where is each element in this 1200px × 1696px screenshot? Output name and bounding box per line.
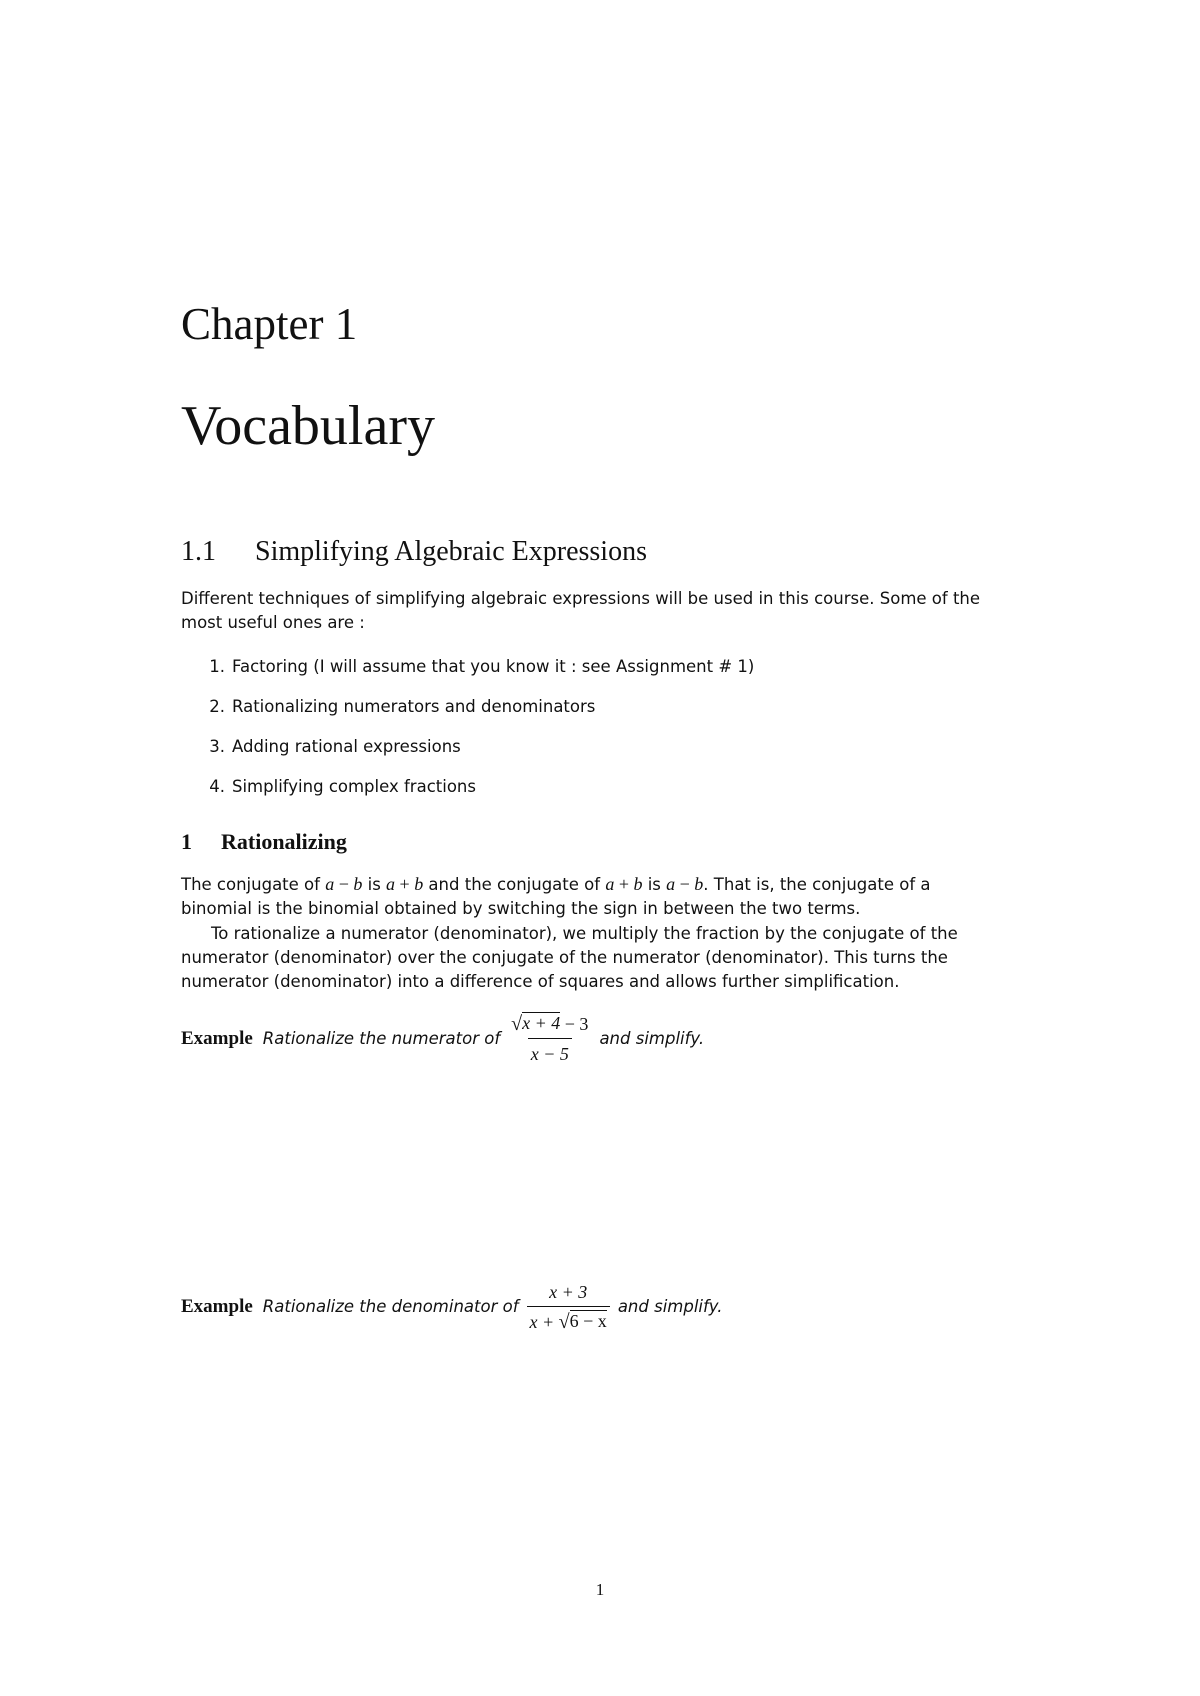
text-run: is [362,875,387,894]
page-number: 1 [595,1580,605,1599]
example-fraction [527,1280,610,1334]
list-item-number: 2. [209,697,225,716]
conjugate-line: binomial is the binomial obtained by switching the sign in between the two terms. [181,899,861,918]
math-var: a [325,874,335,894]
text-run: The conjugate of [181,875,326,894]
rationalize-line: numerator (denominator) into a difference of squares and allows further simplification. [181,972,900,991]
example-numerator [181,1012,704,1066]
intro-paragraph [181,587,1026,635]
numerator-rest: − 3 [560,1014,589,1034]
list-item-number: 3. [209,737,225,756]
section-number: 1.1 [181,536,216,567]
example-tail: and simplify. [617,1297,723,1316]
subsection-title: Rationalizing [221,829,347,854]
math-var: a [605,874,615,894]
math-var: b [414,874,424,894]
conjugate-line [181,872,1026,897]
math-var: a [386,874,396,894]
sqrt-expression [511,1012,560,1034]
list-item-number: 1. [209,657,225,676]
list-item [181,735,1026,775]
list-item [181,695,1026,735]
numerator-text: x + 3 [549,1282,588,1302]
list-item-text: Factoring (I will assume that you know it : see Assignment # 1) [232,657,755,676]
example-tail: and simplify. [599,1029,705,1048]
fraction-denominator [527,1306,610,1334]
rationalize-line: numerator (denominator) over the conjugate of the numerator (denominator). This turns the [181,948,948,967]
chapter-title: Vocabulary [181,395,435,457]
intro-line: Different techniques of simplifying algebraic expressions will be used in this course. Some of the [181,589,981,608]
list-item-text: Simplifying complex fractions [232,777,476,796]
example-label: Example [181,1028,253,1049]
text-run: . That is, the conjugate of a [703,875,931,894]
denominator-text: x − 5 [530,1044,569,1064]
math-var: b [633,874,643,894]
math-op: − [675,874,695,894]
fraction-denominator [528,1038,572,1066]
math-var: b [353,874,363,894]
fraction-numerator [508,1012,591,1038]
example-fraction [508,1012,591,1066]
subsection-heading [181,831,347,853]
list-item [181,655,1026,695]
example-denominator [181,1280,723,1334]
fraction-numerator [546,1280,590,1306]
math-var: b [694,874,704,894]
rationalize-line: To rationalize a numerator (denominator), we multiply the fraction by the conjugate of the [211,924,958,943]
radicand: 6 − x [569,1311,607,1332]
sqrt-expression [559,1310,607,1332]
intro-line: most useful ones are : [181,613,365,632]
list-item-text: Rationalizing numerators and denominators [232,697,596,716]
list-item-text: Adding rational expressions [232,737,461,756]
math-var: a [666,874,676,894]
conjugate-paragraph [181,872,1026,921]
rationalize-paragraph [181,922,1026,994]
example-prompt: Rationalize the denominator of [262,1297,519,1316]
math-op: − [334,874,354,894]
math-op: + [614,874,634,894]
list-item [181,775,1026,815]
chapter-label: Chapter 1 [181,299,358,349]
text-run: is [642,875,667,894]
denominator-lead: x + [529,1312,559,1332]
example-label: Example [181,1296,253,1317]
example-prompt: Rationalize the numerator of [262,1029,501,1048]
techniques-list [181,655,1026,815]
section-title: Simplifying Algebraic Expressions [255,536,647,567]
section-heading [181,538,647,566]
math-op: + [395,874,415,894]
subsection-number: 1 [181,829,192,854]
radicand: x + 4 [522,1013,561,1034]
list-item-number: 4. [209,777,225,796]
text-run: and the conjugate of [423,875,606,894]
radical-sign-icon: √ [511,1013,523,1035]
radical-sign-icon: √ [558,1311,570,1333]
